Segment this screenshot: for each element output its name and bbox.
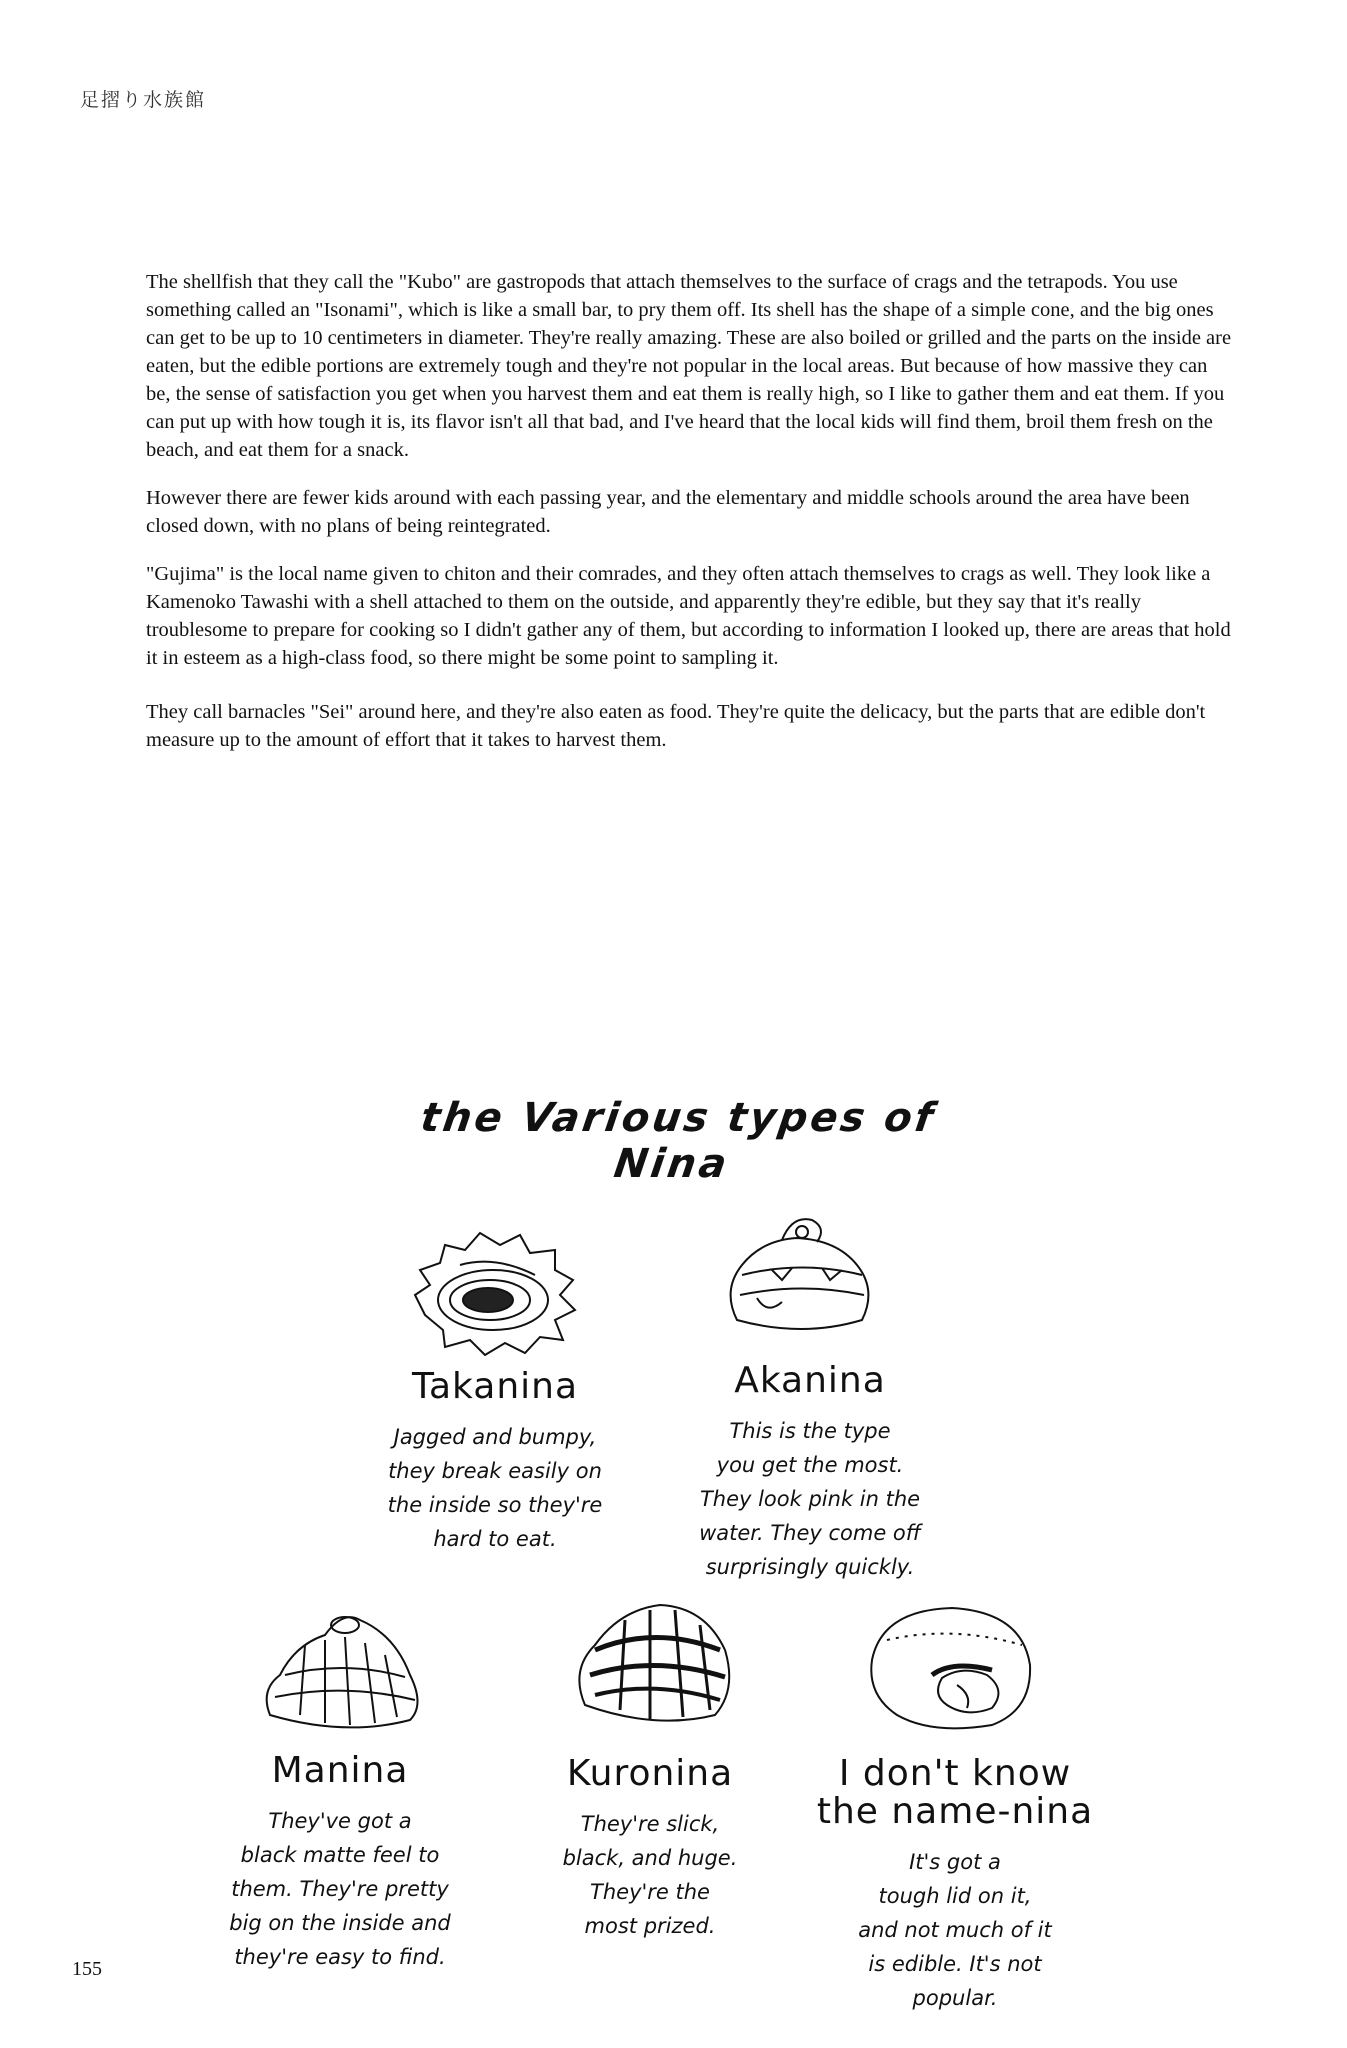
type-description: They've got a black matte feel to them. They're pretty big on the inside and they're easy to find. [229,1809,451,1969]
kuronina-shell-drawing [565,1595,741,1730]
running-header: 足摺り水族館 [80,89,207,111]
illustration-title: the Various types of Nina [417,1095,939,1187]
type-name: Manina [271,1750,409,1791]
type-unknown-nina [815,1755,1095,2015]
paragraph-gujima: "Gujima" is the local name given to chiton and their comrades, and they often attach themselves to crags as well. They look like a Kamenoko Tawashi with a shell attached to them on the outside, and apparently they're edible, but they say that it's really troublesome to prepare for cooking so I didn't gather any of them, but according to information I looked up, there are areas that hold it in esteem as a high-class food, so there might be some point to sampling it. [146,563,1231,669]
paragraph-sei: They call barnacles "Sei" around here, and they're also eaten as food. They're quite the delicacy, but the parts that are edible don't measure up to the amount of effort that it takes to harvest them. [146,701,1206,751]
paragraph-schools: However there are fewer kids around with each passing year, and the elementary and middle schools around the area have been closed down, with no plans of being reintegrated. [146,487,1190,537]
unknown-nina-shell-drawing [862,1600,1038,1735]
type-description: They're slick, black, and huge. They're the most prized. [562,1812,738,1938]
paragraph-kubo: The shellfish that they call the "Kubo" are gastropods that attach themselves to the surface of crags and the tetrapods. You use something called an "Isonami", which is like a small bar, to pry them off. Its shell has the shape of a simple cone, and the big ones can get to be up to 10 centimeters in diameter. They're really amazing. These are also boiled or grilled and the parts on the inside are eaten, but the edible portions are extremely tough and they're not popular in the local areas. But because of how massive they can be, the sense of satisfaction you get when you harvest them and eat them is really high, so I like to gather them and eat them. If you can put up with how tough it is, its flavor isn't all that bad, and I've heard that the local kids will find them, broil them fresh on the beach, and eat them for a snack. [146,271,1232,461]
type-takanina [360,1368,630,1556]
type-akanina [670,1362,950,1584]
akanina-shell-drawing [712,1210,888,1345]
type-name: I don't know the name-nina [816,1753,1094,1832]
type-description: Jagged and bumpy, they break easily on the inside so they're hard to eat. [387,1425,603,1551]
article-body [146,268,1236,774]
page-number: 155 [72,1958,102,1980]
type-name: Akanina [734,1360,886,1401]
type-manina [205,1752,475,1974]
takanina-shell-drawing [405,1225,581,1360]
type-kuronina [520,1755,780,1943]
manina-shell-drawing [255,1605,431,1740]
type-name: Takanina [411,1366,579,1407]
type-description: This is the type you get the most. They look pink in the water. They come off surprisingly quickly. [699,1419,921,1579]
type-description: It's got a tough lid on it, and not much of it is edible. It's not popular. [858,1850,1052,2010]
type-name: Kuronina [566,1753,734,1794]
